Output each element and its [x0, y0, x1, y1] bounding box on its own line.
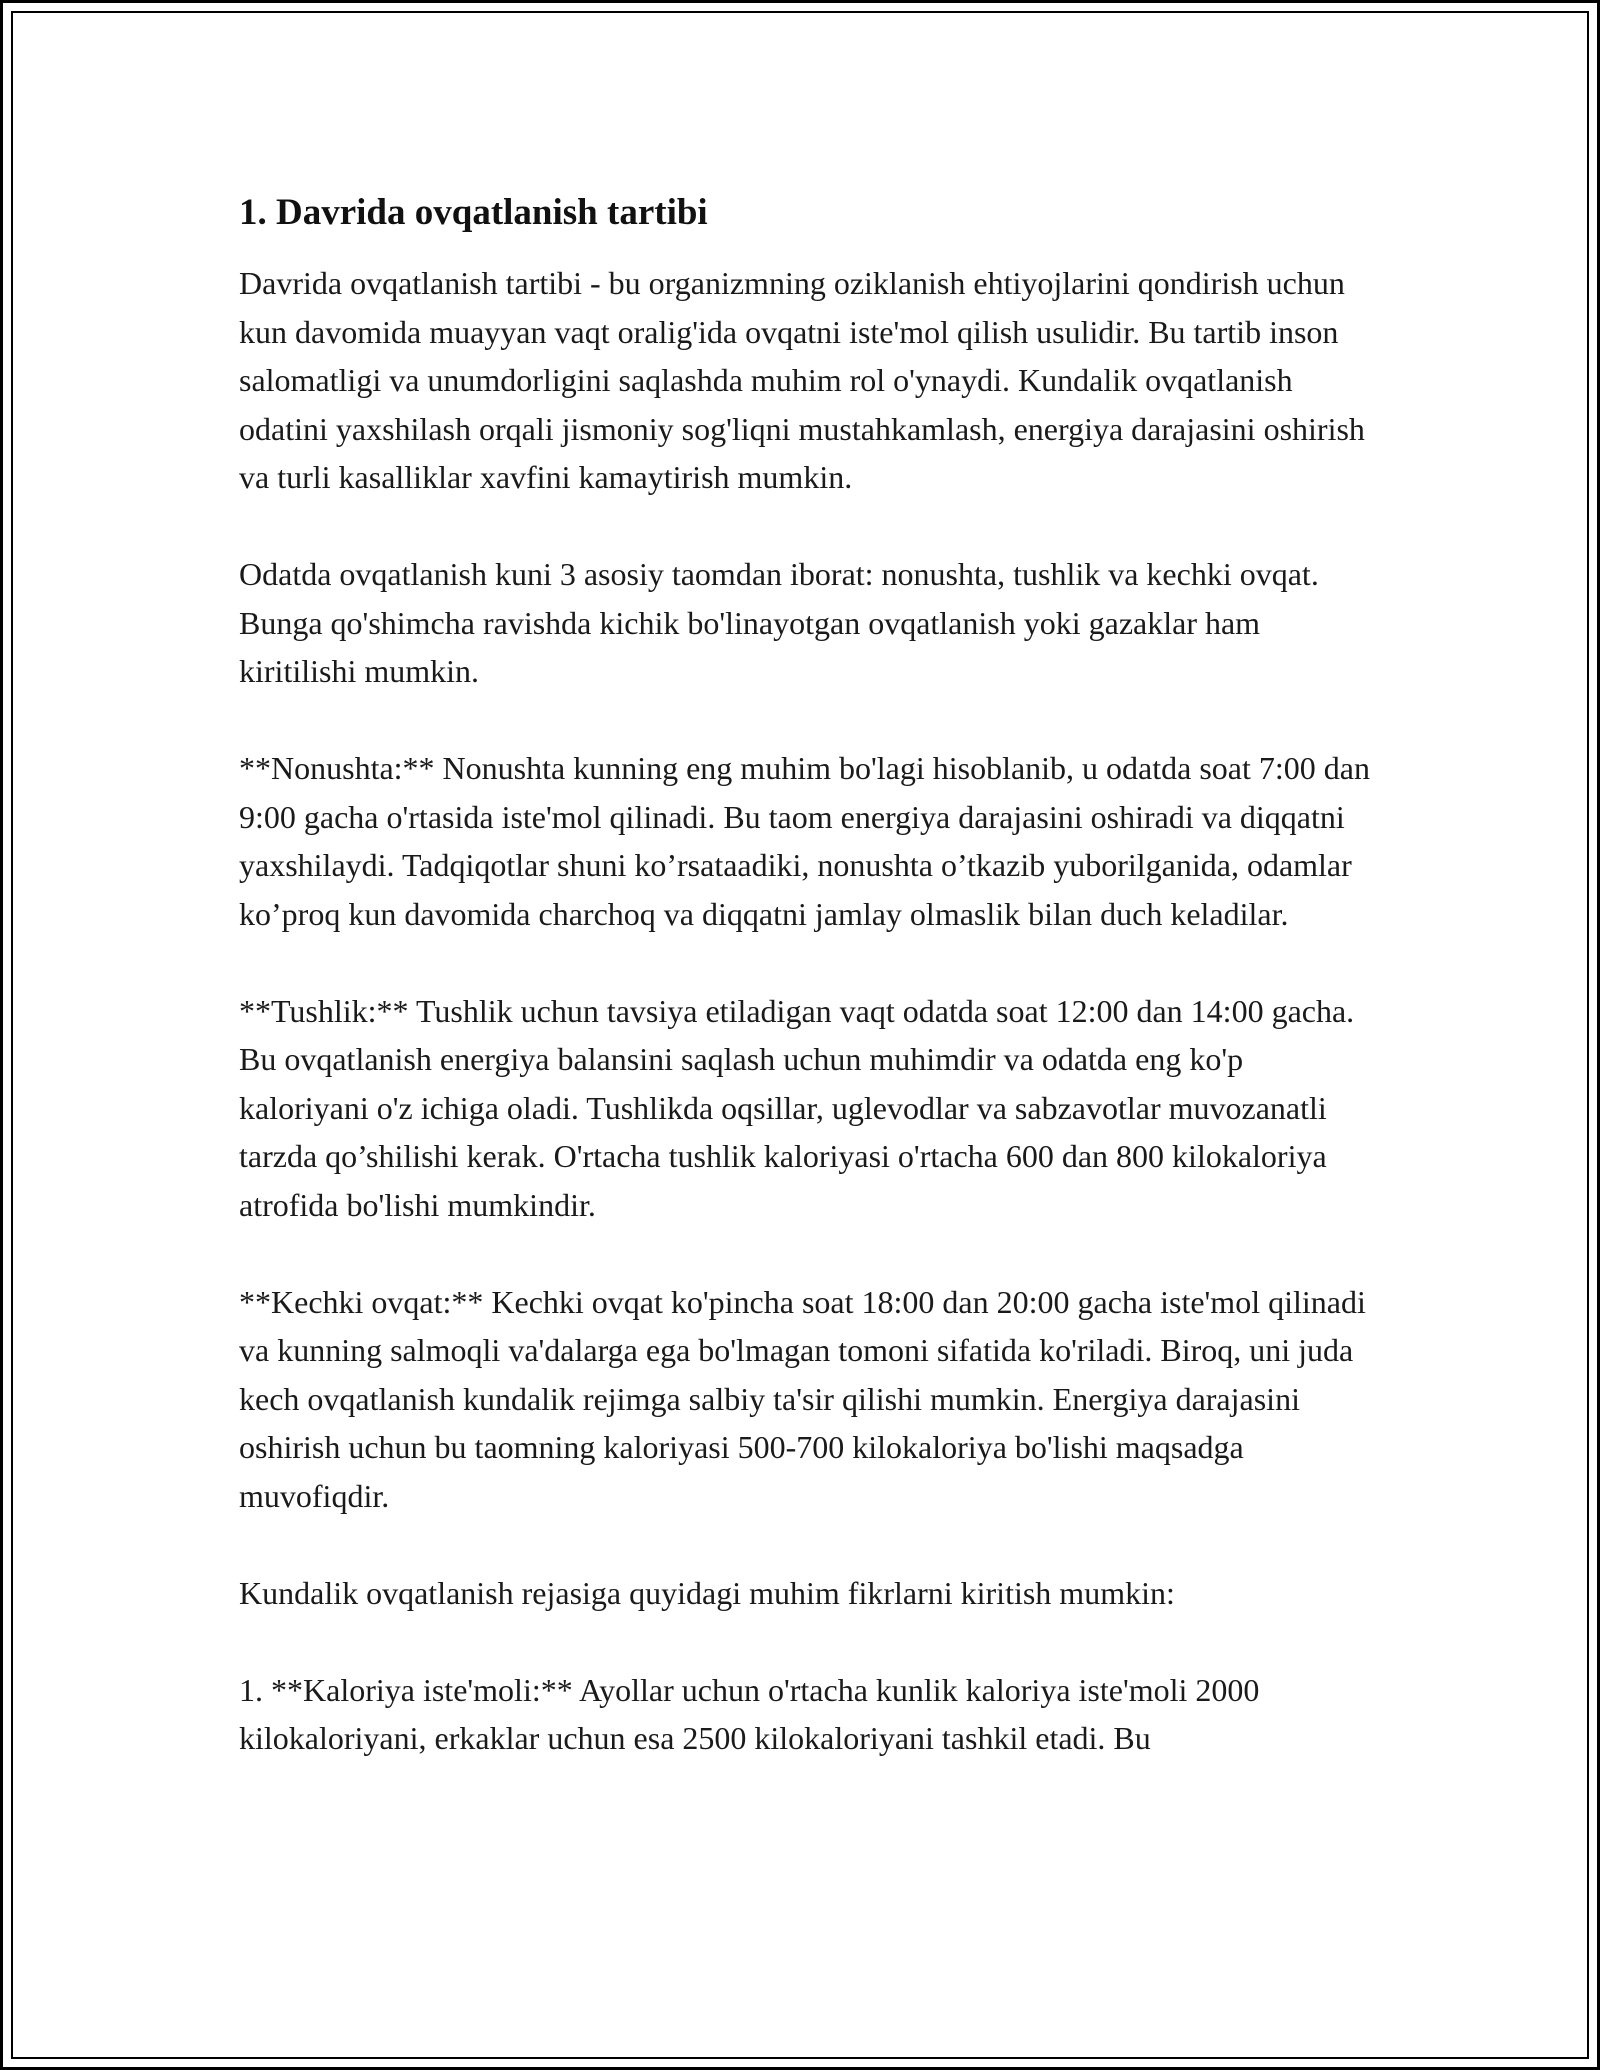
section-heading: 1. Davrida ovqatlanish tartibi [239, 192, 708, 233]
paragraph-lunch: **Tushlik:** Tushlik uchun tavsiya etiladigan vaqt odatda soat 12:00 dan 14:00 gacha. Bu ovqatlanish energiya balansini saqlash uchun muhimdir va odatda eng ko'p kaloriyani o'z ichiga oladi. Tushlikda oqsillar, uglevodlar va sabzavotlar muvozanatli tarzda qo’shilishi kerak. O'rtacha tushlik kaloriyasi o'rtacha 600 dan 800 kilokaloriya atrofida bo'lishi mumkindir. [239, 992, 1355, 1223]
paragraph-intro: Davrida ovqatlanish tartibi - bu organizmning oziklanish ehtiyojlarini qondirish uchun kun davomida muayyan vaqt oralig'ida ovqatni iste'mol qilish usulidir. Bu tartib inson salomatligi va unumdorligini saqlashda muhim rol o'ynaydi. Kundalik ovqatlanish odatini yaxshilash orqali jismoniy sog'liqni mustahkamlash, energiya darajasini oshirish va turli kasalliklar xavfini kamaytirish mumkin. [239, 265, 1365, 495]
paragraph-meals-overview: Odatda ovqatlanish kuni 3 asosiy taomdan iborat: nonushta, tushlik va kechki ovqat. Bunga qo'shimcha ravishda kichik bo'linayotgan ovqatlanish yoki gazaklar ham kiritilishi mumkin. [239, 556, 1319, 689]
document-body [239, 189, 1379, 1763]
paragraph-dinner: **Kechki ovqat:** Kechki ovqat ko'pincha soat 18:00 dan 20:00 gacha iste'mol qilinadi va kunning salmoqli va'dalarga ega bo'lmagan tomoni sifatida ko'riladi. Biroq, uni juda kech ovqatlanish kundalik rejimga salbiy ta'sir qilishi mumkin. Energiya darajasini oshirish uchun bu taomning kaloriyasi 500-700 kilokaloriya bo'lishi maqsadga muvofiqdir. [239, 1283, 1366, 1514]
paragraph-plan-intro: Kundalik ovqatlanish rejasiga quyidagi muhim fikrlarni kiritish mumkin: [239, 1574, 1175, 1611]
paragraph-breakfast: **Nonushta:** Nonushta kunning eng muhim bo'lagi hisoblanib, u odatda soat 7:00 dan 9:00 gacha o'rtasida iste'mol qilinadi. Bu taom energiya darajasini oshiradi va diqqatni yaxshilaydi. Tadqiqotlar shuni ko’rsataadiki, nonushta o’tkazib yuborilganida, odamlar ko’proq kun davomida charchoq va diqqatni jamlay olmaslik bilan duch keladilar. [239, 750, 1370, 932]
paragraph-calorie-intake: 1. **Kaloriya iste'moli:** Ayollar uchun o'rtacha kunlik kaloriya iste'moli 2000 kilokaloriyani, erkaklar uchun esa 2500 kilokaloriyani tashkil etadi. Bu [239, 1671, 1260, 1756]
